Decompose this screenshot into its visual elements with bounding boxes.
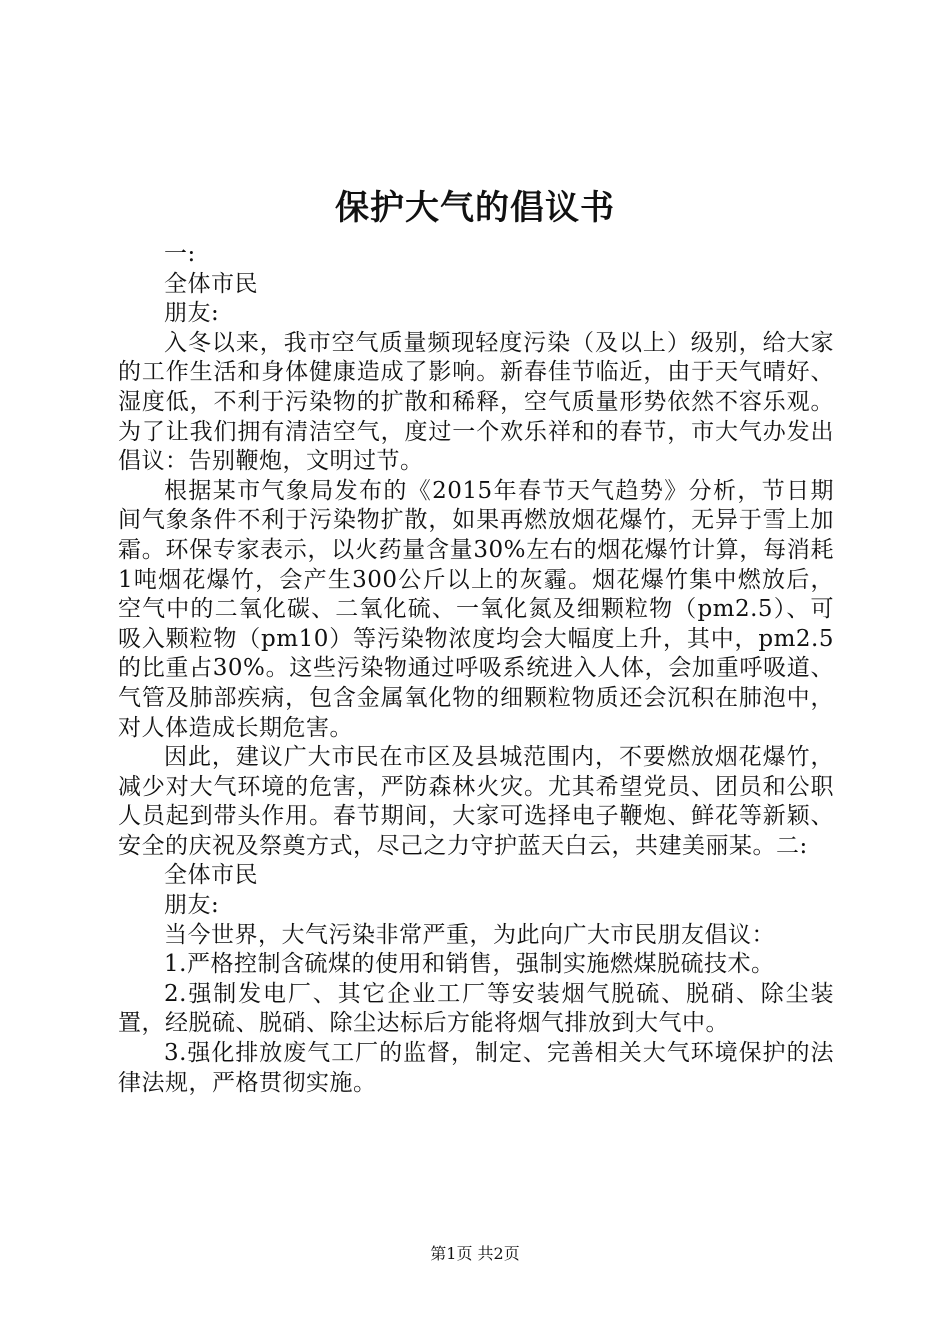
paragraph-proposal-intro: 当今世界，大气污染非常严重，为此向广大市民朋友倡议：	[164, 921, 775, 948]
paragraph-salutation-citizens: 全体市民	[164, 270, 258, 297]
paragraph-salutation-friends-2: 朋友:	[164, 892, 220, 919]
document-title: 保护大气的倡议书	[335, 188, 615, 228]
document-body	[118, 240, 834, 1098]
paragraph-item-3: 3.强化排放废气工厂的监督，制定、完善相关大气环境保护的法律法规，严格贯彻实施。	[118, 1040, 834, 1096]
paragraph-salutation-citizens-2: 全体市民	[164, 862, 258, 889]
paragraph-section-one-marker: 一:	[164, 241, 196, 267]
paragraph-item-2: 2.强制发电厂、其它企业工厂等安装烟气脱硫、脱硝、除尘装置，经脱硫、脱硝、除尘达标后方能将烟气排放到大气中。	[118, 980, 834, 1037]
paragraph-item-1: 1.严格控制含硫煤的使用和销售，强制实施燃煤脱硫技术。	[164, 951, 775, 978]
paragraph-analysis: 根据某市气象局发布的《2015年春节天气趋势》分析，节日期间气象条件不利于污染物扩散，如果再燃放烟花爆竹，无异于雪上加霜。环保专家表示，以火药量含量30%左右的烟花爆竹计算，每消耗1吨烟花爆竹，会产生300公斤以上的灰霾。烟花爆竹集中燃放后，空气中的二氧化碳、二氧化硫、一氧化氮及细颗粒物（pm2.5）、可吸入颗粒物（pm10）等污染物浓度均会大幅度上升，其中，pm2.5的比重占30%。这些污染物通过呼吸系统进入人体，会加重呼吸道、气管及肺部疾病，包含金属氧化物的细颗粒物质还会沉积在肺泡中，对人体造成长期危害。	[118, 477, 834, 741]
page-indicator: 第1页 共2页	[430, 1244, 520, 1263]
paragraph-intro: 入冬以来，我市空气质量频现轻度污染（及以上）级别，给大家的工作生活和身体健康造成了影响。新春佳节临近，由于天气晴好、湿度低，不利于污染物的扩散和稀释，空气质量形势依然不容乐观。为了让我们拥有清洁空气，度过一个欢乐祥和的春节，市大气办发出倡议：告别鞭炮，文明过节。	[118, 329, 834, 475]
paragraph-recommendation: 因此，建议广大市民在市区及县城范围内，不要燃放烟花爆竹，减少对大气环境的危害，严防森林火灾。尤其希望党员、团员和公职人员起到带头作用。春节期间，大家可选择电子鞭炮、鲜花等新颖、安全的庆祝及祭奠方式，尽己之力守护蓝天白云，共建美丽某。二:	[118, 744, 834, 859]
paragraph-salutation-friends: 朋友:	[164, 300, 220, 327]
